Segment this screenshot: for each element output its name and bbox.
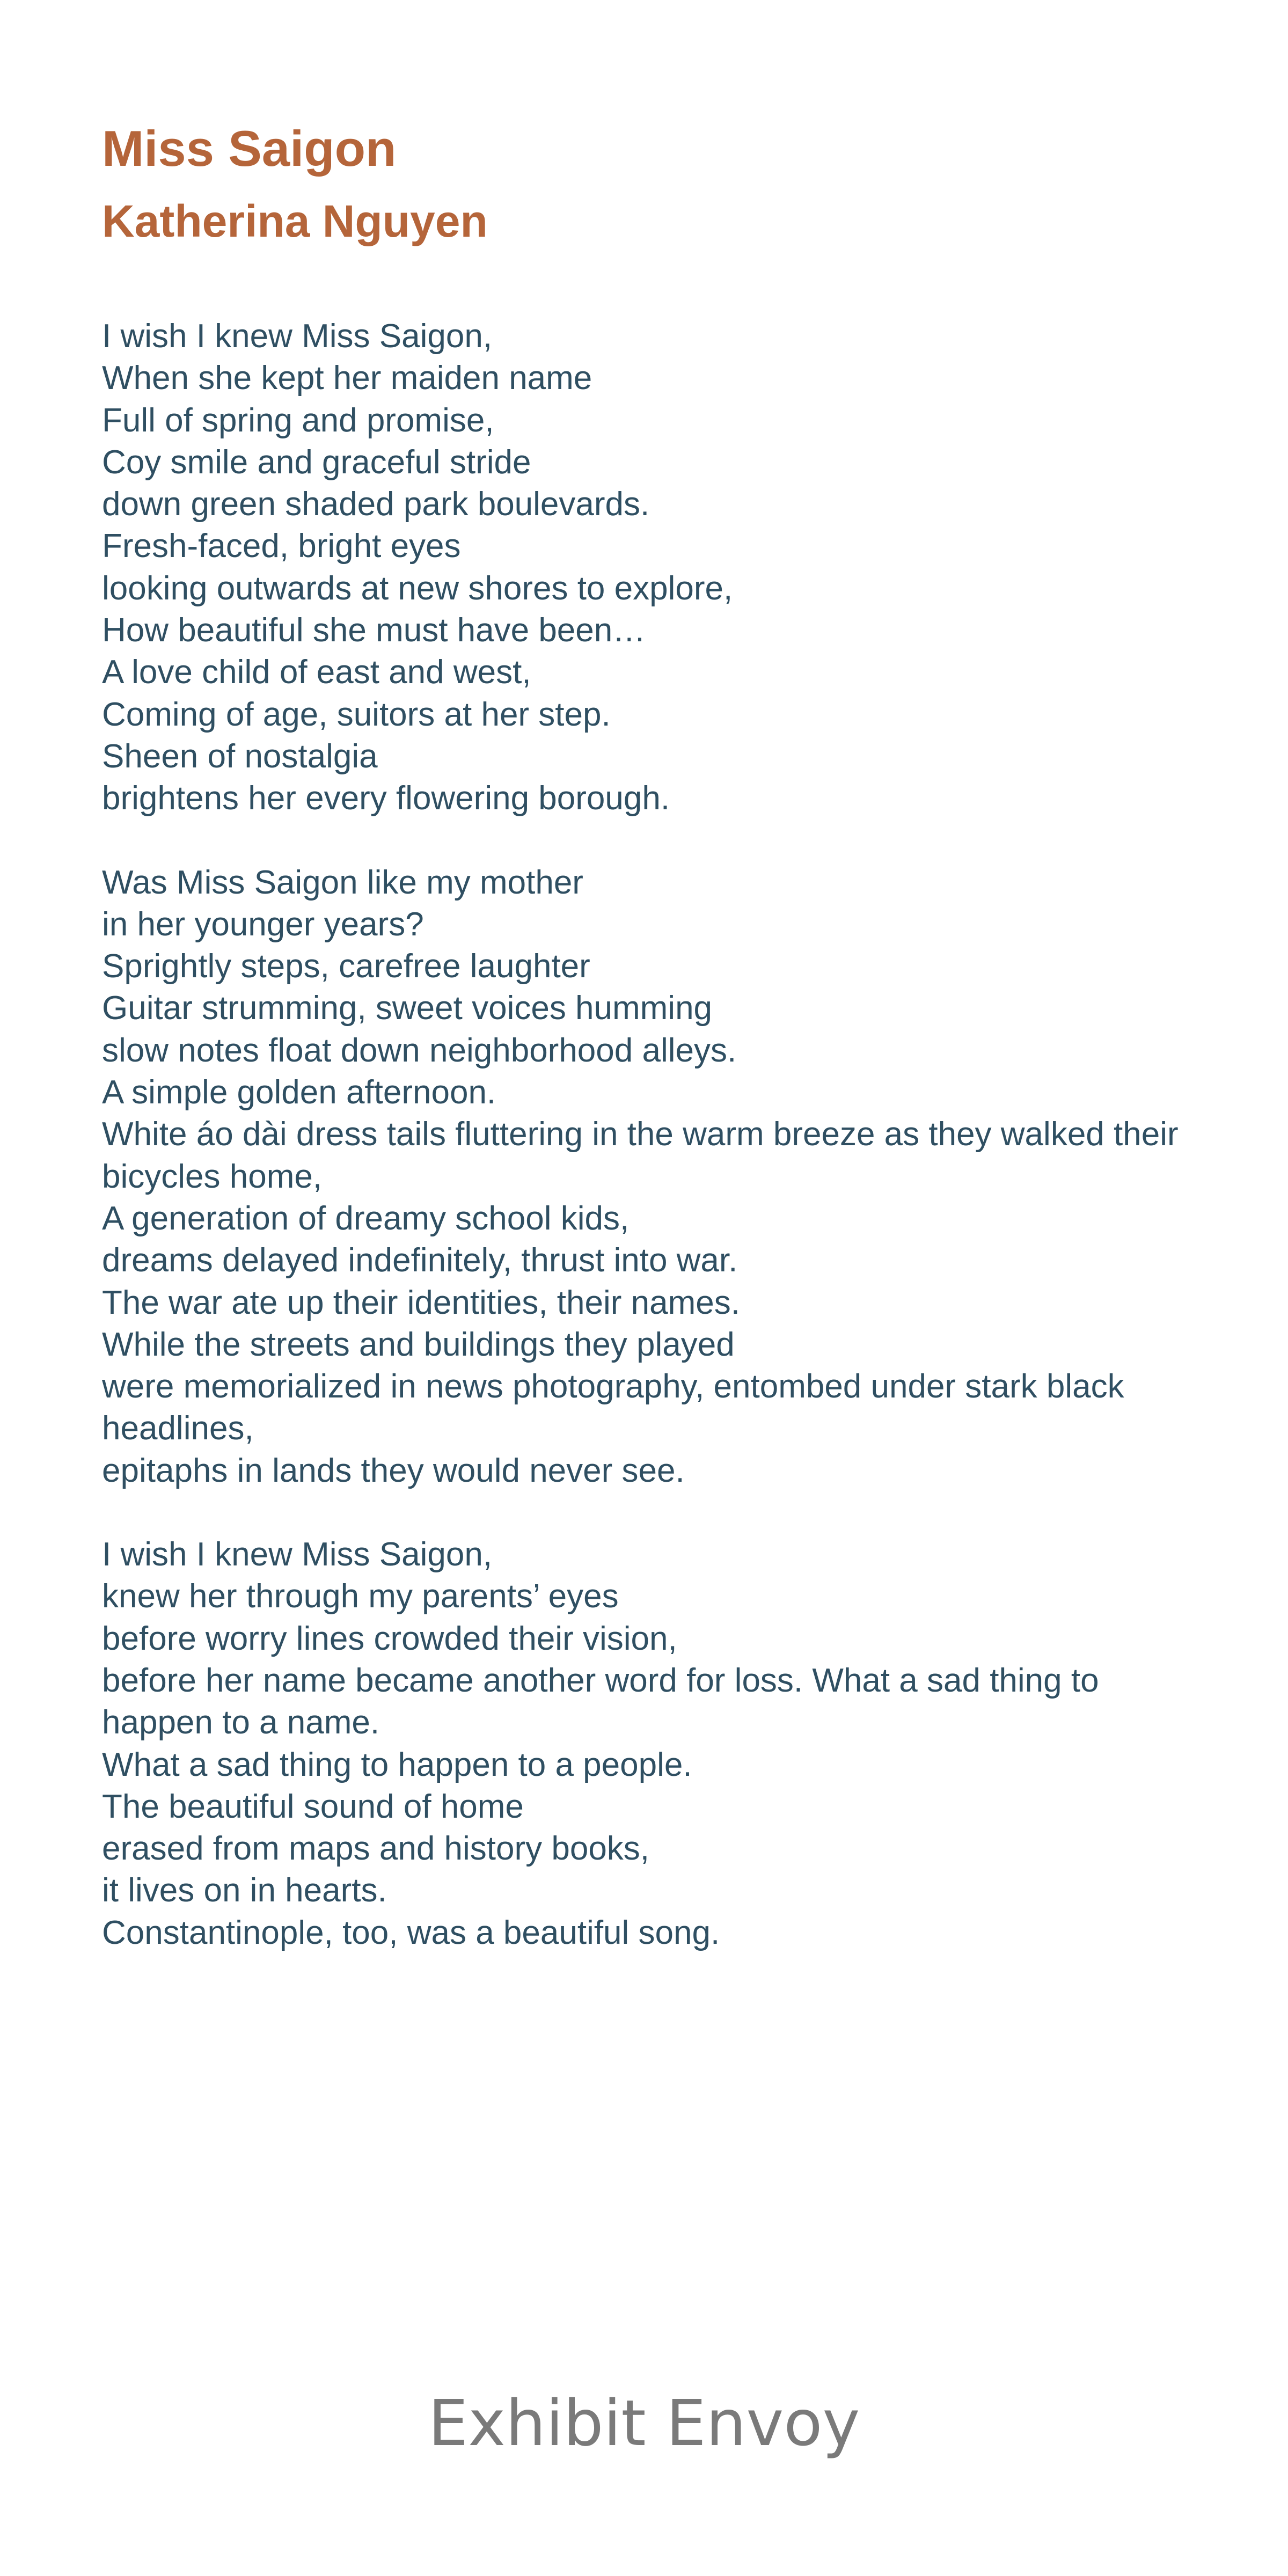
poem-line: Sheen of nostalgia: [102, 737, 378, 775]
stanza-2: [102, 862, 1208, 1492]
poem-line: What a sad thing to happen to a people.: [102, 1746, 692, 1783]
poem-line: Guitar strumming, sweet voices humming: [102, 990, 713, 1027]
poem-line: Full of spring and promise,: [102, 401, 494, 439]
poem-title: Miss Saigon: [102, 120, 397, 177]
stanza-3: [102, 1534, 1208, 1954]
poem-line: I wish I knew Miss Saigon,: [102, 318, 493, 355]
poem-line: before worry lines crowded their vision,: [102, 1620, 677, 1657]
poem-line: epitaphs in lands they would never see.: [102, 1452, 685, 1489]
poem-line: Fresh-faced, bright eyes: [102, 528, 461, 565]
poem-line: knew her through my parents’ eyes: [102, 1578, 619, 1615]
poem-line: Sprightly steps, carefree laughter: [102, 948, 590, 985]
poem-line: before her name became another word for loss. What a sad thing to happen to a name.: [102, 1662, 1099, 1741]
poem-line: dreams delayed indefinitely, thrust into war.: [102, 1242, 738, 1279]
stanza-1: [102, 316, 1208, 820]
poem-line: How beautiful she must have been…: [102, 612, 646, 649]
poem-line: While the streets and buildings they played: [102, 1326, 735, 1363]
poem-line: The beautiful sound of home: [102, 1788, 524, 1825]
poem-line: A generation of dreamy school kids,: [102, 1199, 630, 1237]
poem-line: in her younger years?: [102, 905, 424, 943]
poem-line: Was Miss Saigon like my mother: [102, 863, 583, 901]
poem-line: A simple golden afternoon.: [102, 1074, 496, 1111]
poem-line: looking outwards at new shores to explore,: [102, 569, 733, 607]
poem-line: When she kept her maiden name: [102, 360, 592, 397]
poem-content: [102, 114, 1208, 1996]
poem-line: Coming of age, suitors at her step.: [102, 696, 611, 733]
poem-author: Katherina Nguyen: [102, 196, 488, 246]
poem-line: Coy smile and graceful stride: [102, 443, 531, 481]
poem-line: I wish I knew Miss Saigon,: [102, 1536, 493, 1574]
poem-line: erased from maps and history books,: [102, 1830, 650, 1868]
poem-line: Constantinople, too, was a beautiful song.: [102, 1914, 720, 1951]
poem-body: [102, 316, 1208, 1954]
poem-line: slow notes float down neighborhood alleys.: [102, 1031, 737, 1069]
poem-line: The war ate up their identities, their names.: [102, 1284, 740, 1321]
poem-line: brightens her every flowering borough.: [102, 780, 670, 817]
poem-line: it lives on in hearts.: [102, 1872, 387, 1909]
poem-line: were memorialized in news photography, entombed under stark black headlines,: [102, 1368, 1124, 1447]
footer-brand: Exhibit Envoy: [428, 2386, 860, 2460]
poem-line: A love child of east and west,: [102, 654, 531, 691]
poem-line: down green shaded park boulevards.: [102, 486, 650, 523]
poem-line: White áo dài dress tails fluttering in the warm breeze as they walked their bicycles home,: [102, 1116, 1179, 1195]
